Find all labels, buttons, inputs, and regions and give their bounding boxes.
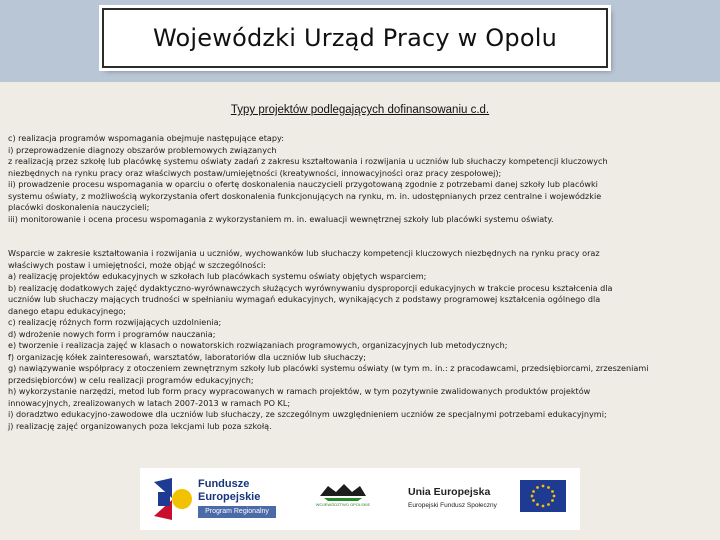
text-line: f) organizację kółek zainteresowań, warsztatów, laboratoriów dla uczniów lub słuchaczy;	[8, 351, 367, 362]
text-block-2	[8, 248, 708, 432]
text-block-1	[8, 133, 708, 225]
text-line: e) tworzenie i realizacja zajęć w klasach o nowatorskich rozwiązaniach programowych, organizacyjnych lub metodycznych;	[8, 340, 508, 350]
text-line: iii) monitorowanie i ocena procesu wspomagania z wykorzystaniem m. in. ewaluacji wewnętrznej szkoły lub placówki systemu oświaty.	[8, 213, 554, 224]
logo-strip	[140, 468, 580, 530]
page-title: Wojewódzki Urząd Pracy w Opolu	[153, 24, 557, 52]
text-line: uczniów lub słuchaczy mających trudności w spełnianiu wymagań edukacyjnych, wynikających z podstawy programowej kształcenia ogólnego dla	[8, 294, 601, 304]
eu-flag-icon	[520, 480, 566, 512]
text-line: Wsparcie w zakresie kształtowania i rozwijania u uczniów, wychowanków lub słuchaczy kompetencji kluczowych niezbędnych na rynku pracy oraz	[8, 248, 600, 258]
text-line: placówki doskonalenia nauczycieli;	[8, 202, 150, 212]
funds-logo-line1: Fundusze	[198, 478, 250, 490]
text-line: c) realizację różnych form rozwijających uzdolnienia;	[8, 317, 222, 327]
funds-logo-sub: Program Regionalny	[198, 506, 276, 518]
text-line: właściwych postaw i umiejętności, może objąć w szczególności:	[8, 259, 266, 270]
eu-logo-subtitle: Europejski Fundusz Społeczny	[408, 502, 497, 509]
text-line: systemu oświaty, z możliwością wykorzystania ofert doskonalenia funkcjonujących na rynku, m. in. udostępnianych przez centralne i wojewódzkie	[8, 190, 602, 201]
text-line: d) wdrożenie nowych form i programów nauczania;	[8, 328, 216, 339]
eu-logo-title: Unia Europejska	[408, 486, 491, 498]
text-line: z realizacją przez szkołę lub placówkę systemu oświaty zadań z zakresu kształtowania i rozwijania u uczniów lub słuchaczy kompetencji kluczowych	[8, 156, 608, 166]
text-line: niezbędnych na rynku pracy oraz właściwych postaw/umiejętności (kreatywności, innowacyjności oraz pracy zespołowej);	[8, 167, 502, 178]
text-line: ii) prowadzenie procesu wspomagania w oparciu o ofertę doskonalenia nauczycieli przygotowaną zgodnie z potrzebami danej szkoły lub placówki	[8, 179, 598, 189]
section-heading: Typy projektów podlegających dofinansowaniu c.d.	[230, 104, 490, 116]
funds-logo-text	[198, 478, 260, 504]
funds-logo-icon	[150, 476, 194, 522]
text-line: i) przeprowadzenie diagnozy obszarów problemowych związanych	[8, 144, 277, 155]
text-line: c) realizacja programów wspomagania obejmuje następujące etapy:	[8, 133, 284, 143]
text-line: b) realizację dodatkowych zajęć dydaktyczno-wyrównawczych służących wyrównywaniu dysproporcji edukacyjnych w trakcie procesu kształcenia dla	[8, 282, 613, 293]
text-line: danego etapu edukacyjnego;	[8, 305, 126, 316]
region-logo-text: WOJEWÓDZTWO OPOLSKIE	[315, 502, 371, 507]
text-line: a) realizację projektów edukacyjnych w szkołach lub placówkach systemu oświaty objętych wsparciem;	[8, 271, 427, 281]
text-line: j) realizację zajęć organizowanych poza lekcjami lub poza szkołą.	[8, 420, 272, 431]
text-line: przedsiębiorców) w celu realizacji programów edukacyjnych;	[8, 374, 254, 385]
text-line: h) wykorzystanie narzędzi, metod lub form pracy wypracowanych w ramach projektów, w tym pozytywnie zwalidowanych produktów projektów	[8, 386, 591, 396]
text-line: g) nawiązywanie współpracy z otoczeniem zewnętrznym szkoły lub placówki systemu oświaty (w tym m. in.: z pracodawcami, przedsiębiorcami, zrzeszeniami	[8, 363, 649, 373]
title-box	[102, 8, 608, 68]
text-line: innowacyjnych, zrealizowanych w latach 2007-2013 w ramach PO KL;	[8, 397, 291, 408]
text-line: i) doradztwo edukacyjno-zawodowe dla uczniów lub słuchaczy, ze szczególnym uwzględnieniem uczniów ze specjalnymi potrzebami edukacyjnymi;	[8, 409, 607, 419]
funds-logo-line2: Europejskie	[198, 491, 261, 503]
region-logo-icon	[318, 480, 368, 502]
